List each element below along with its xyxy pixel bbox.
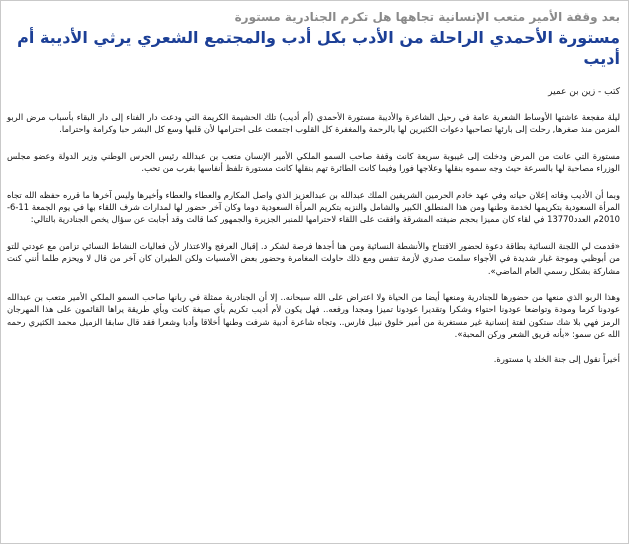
article-paragraph: ليلة مفجعة عاشتها الأوساط الشعرية عامة في رحيل الشاعرة والأديبة مستورة الأحمدي (أم أديب) تلك الحشيمة الكريمة التي ودعت دار الفناء إلى دار البقاء بأسباب مرض الربو المزمن منذ صغرها, رحلت إلى بارئها تصاحبها دعوات الكثيرين لها بالرحمة والمغفرة كل القلوب اجتمعت على احترامها لأن قلبها وسع كل البشر حبا وكرامة واحتراما. (7, 112, 620, 135)
article (7, 9, 620, 365)
article-paragraph: وهذا الربو الذي منعها من حضورها للجنادرية ومنعها أيضا من الحياة ولا اعتراض على الله سبحانه.. إلا أن الجنادرية ممثلة في ربانها صاحب السمو الملكي الأمير متعب بن عبدالله عودونا كرما ومودة وتواضعا عودونا احتواء وشكرا وتقديرا عودونا تميزا ومجدا ورفعه.. فهل يكون لأم أديب تكريم بأي صيغة كانت وبأي طريقة يراها القائمون على هذا المهرجان الرمز فهي بلا شك ستكون لفتة إنسانية غير مستغربة من أمير خلوق نبيل فارس.. وتجاه شاعرة أدبية شرفت وطنها أخلاقا وأدبا وشعرا فقد قال سابقا الزميل محمد الكثيري رحمه الله عن سمو: «بأنه فريق الشعر وركن المحبة». (7, 292, 620, 340)
article-headline: مستورة الأحمدي الراحلة من الأدب بكل أدب والمجتمع الشعري يرثي الأديبة أم أديب (17, 28, 620, 68)
article-kicker: بعد وقفة الأمير متعب الإنسانية تجاهها هل تكرم الجنادرية مستورة (234, 10, 620, 24)
article-closing: أخيراً نقول إلى جنة الخلد يا مستورة. (493, 353, 620, 364)
article-author: كتب - زين بن عمير (548, 87, 620, 97)
article-quote-paragraph: «قدمت لي اللجنة النسائية بطاقة دعوة لحضور الافتتاح والأنشطة النسائية ومن هنا أجدها فرصة لشكر د. إقبال العرفج والاعتذار لأن فعاليات النشاط النسائي تزامن مع عودتي للتو من أبوظبي وموجة غبار شديدة في الأجواء سلمت صدري لأزمة تنفس ومع ذلك حاولت المغامرة وحضور بعض الأمسيات ولكن الطيران كان آخر من قال لا ويحزم طلما أنني كنت مشاركة بشكل رسمي العام الماضي». (7, 240, 620, 276)
article-paragraph: مستورة التي عانت من المرض ودخلت إلى غيبوبة سريعة كانت وقفة صاحب السمو الملكي الأمير الإنسان متعب بن عبدالله رئيس الحرس الوطني وزير الدولة وعضو مجلس الوزراء مصاحبة لها بالسرعة حيث وجه سموه بنقلها وعلاجها فورا وفيما كانت الطائرة تهم بنقلها كانت مستورة تلفظ أنفاسها بقرب من تحب. (7, 150, 620, 174)
article-paragraph: وبما أن الأديب وفاته إعلان حياته وفي عهد خادم الحرمين الشريفين الملك عبدالله بن عبدالعزيز الذي واصل المكارم والعطاء والعطاء وأخيرها وليس آخرها ما قرره حفظه الله تجاه المرأة السعودية بتكريمها لخدمة وطنها ومن هذا المنطلق الكبير والشامل والنزيه بتكريم المرأة السعودية دوما وكان آخر حضور لها لمدارات شرف اللقاء بها في يوم الجمعة 11-6-2010م العدد13770 في لقاء كان مميزا بحجم ضيفته المشرقة وافقت على اللقاء لاحترامها للمنبر الجزيرة والجمهور كما قالت وقد أجابت عن سؤال يخص الجنادرية بالتالي: (7, 189, 620, 225)
